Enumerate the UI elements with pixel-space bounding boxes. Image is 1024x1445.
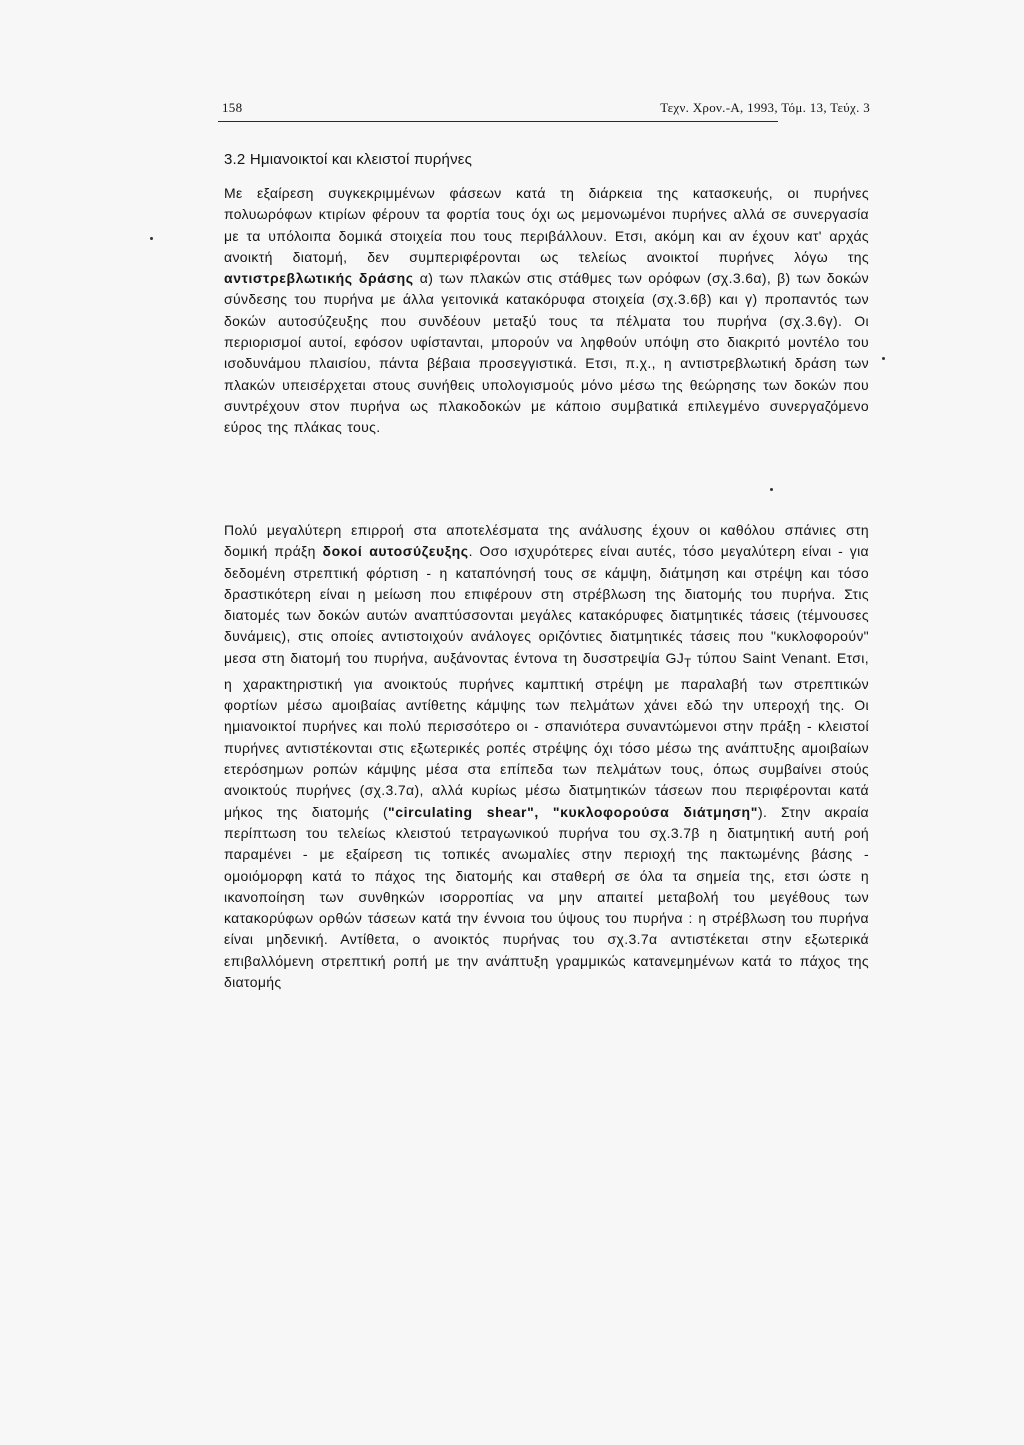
paragraph-1-bold-term: αντιστρεβλωτικής δράσης [224,270,414,287]
paragraph-1 [224,183,869,439]
paragraph-2-bold-term: δοκοί αυτοσύζευξης [322,543,469,560]
paragraph-2-text-a: Πολύ μεγαλύτερη επιρροή στα αποτελέσματα της ανάλυσης έχουν οι καθόλου σπάνιες στη δομική πράξη [224,522,869,560]
scan-speck [770,488,773,491]
scan-speck [150,237,153,240]
paragraph-2-text-c: τύπου Saint Venant. Ετσι, η χαρακτηριστική για ανοικτούς πυρήνες καμπτική στρέψη με παραλαβή των στρεπτικών φορτίων μέσω αμοιβαίας αντίθετης κάμψης των πελμάτων χάνει εδώ την υπεροχή της. Οι ημιανοικτοί πυρήνες και πολύ περισσότερο οι - σπανιότερα συναντώμενοι στην πράξη - κλειστοί πυρήνες αντιστέκονται στις εξωτερικές ροπές στρέψης όχι τόσο μέσω της ανάπτυξης αμοιβαίων ετερόσημων ροπών κάμψης μέσα στα επίπεδα των πελμάτων τους, όπως συμβαίνει στούς ανοικτούς πυρήνες (σχ.3.7α), αλλά κυρίως μέσω διατμητικών τάσεων που περιφέρονται κατά μήκος της διατομής ( [224,649,869,820]
journal-reference: Τεχν. Χρον.-Α, 1993, Τόμ. 13, Τεύχ. 3 [660,100,870,115]
paragraph-1-text-b: α) των πλακών στις στάθμες των ορόφων (σχ.3.6α), β) των δοκών σύνδεσης του πυρήνα με άλλα γειτονικά κατακόρυφα στοιχεία (σχ.3.6β) και γ) προπαντός των δοκών αυτοσύζευξης που συνδέουν μεταξύ τους τα πέλματα του πυρήνα (σχ.3.6γ). Οι περιορισμοί αυτοί, εφόσον υφίστανται, μπορούν να ληφθούν υπόψη στο διακριτό μοντέλο του ισοδυνάμου πλαισίου, πάντα βέβαια προσεγγιστικά. Ετσι, π.χ., η αντιστρεβλωτική δράση των πλακών υπεισέρχεται στους συνήθεις υπολογισμούς μόνο μέσω της θεώρησης των δοκών που συντρέχουν στον πυρήνα ως πλακοδοκών με κάποιο συμβατικά επιλεγμένο συνεργαζόμενο εύρος της πλάκας τους. [224,270,870,436]
paragraph-2-text-d: ). Στην ακραία περίπτωση του τελείως κλειστού τετραγωνικού πυρήνα του σχ.3.7β η διατμητική αυτή ροή παραμένει - με εξαίρεση τις τοπικές ανωμαλίες στην περιοχή της πακτωμένης βάσης - ομοιόμορφη κατά το πάχος της διατομής και σταθερή σε όλα τα σημεία της, ετσι ώστε η ικανοποίηση των συνθηκών ισορροπίας να μην απαιτεί μεταβολή του μεγέθους των κατακορύφων ορθών τάσεων κατά την έννοια του ύψους του πυρήνα : η στρέβλωση του πυρήνα είναι μηδενική. Αντίθετα, ο ανοικτός πυρήνας του σχ.3.7α αντιστέκεται στην εξωτερικά επιβαλλόμενη στρεπτική ροπή με την ανάπτυξη γραμμικώς κατανεμημένων κατά το πάχος της διατομής [224,803,869,991]
paragraph-1-text-a: Με εξαίρεση συγκεκριμμένων φάσεων κατά τη διάρκεια της κατασκευής, οι πυρήνες πολυωρόφων κτιρίων φέρουν τα φορτία τους όχι ως μεμονωμένοι πυρήνες αλλά σε συνεργασία με τα υπόλοιπα δομικά στοιχεία που τους περιβάλλουν. Ετσι, ακόμη και αν έχουν κατ' αρχάς ανοικτή διατομή, δεν συμπεριφέρονται ως τελείως ανοικτοί πυρήνες λόγω της [224,185,869,265]
header-rule [218,121,778,122]
page-number: 158 [222,100,243,115]
paragraph-2-bold-quote: "circulating shear", "κυκλοφορούσα διάτμηση" [388,803,758,820]
torsion-subscript: T [684,656,692,670]
section-heading: 3.2 Ημιανοικτοί και κλειστοί πυρήνες [224,151,473,168]
paragraph-2-text-b: . Οσο ισχυρότερες είναι αυτές, τόσο μεγαλύτερη είναι - για δεδομένη στρεπτική φόρτιση - η καταπόνησή τους σε κάμψη, διάτμηση και στρέψη και τόσο δραστικότερη είναι η μείωση που επιφέρουν στη στρέβλωση της διατομής του πυρήνα. Στις διατομές των δοκών αυτών αναπτύσσονται μεγάλες κατακόρυφες διατμητικές τάσεις (τέμνουσες δυνάμεις), στις οποίες αντιστοιχούν ανάλογες οριζόντιες διατμητικές τάσεις που "κυκλοφορούν" μεσα στη διατομή του πυρήνα, αυξάνοντας έντονα τη δυσστρεψία GJ [224,543,869,666]
running-header [222,96,870,118]
paragraph-2 [224,520,869,993]
scan-speck [882,357,885,360]
